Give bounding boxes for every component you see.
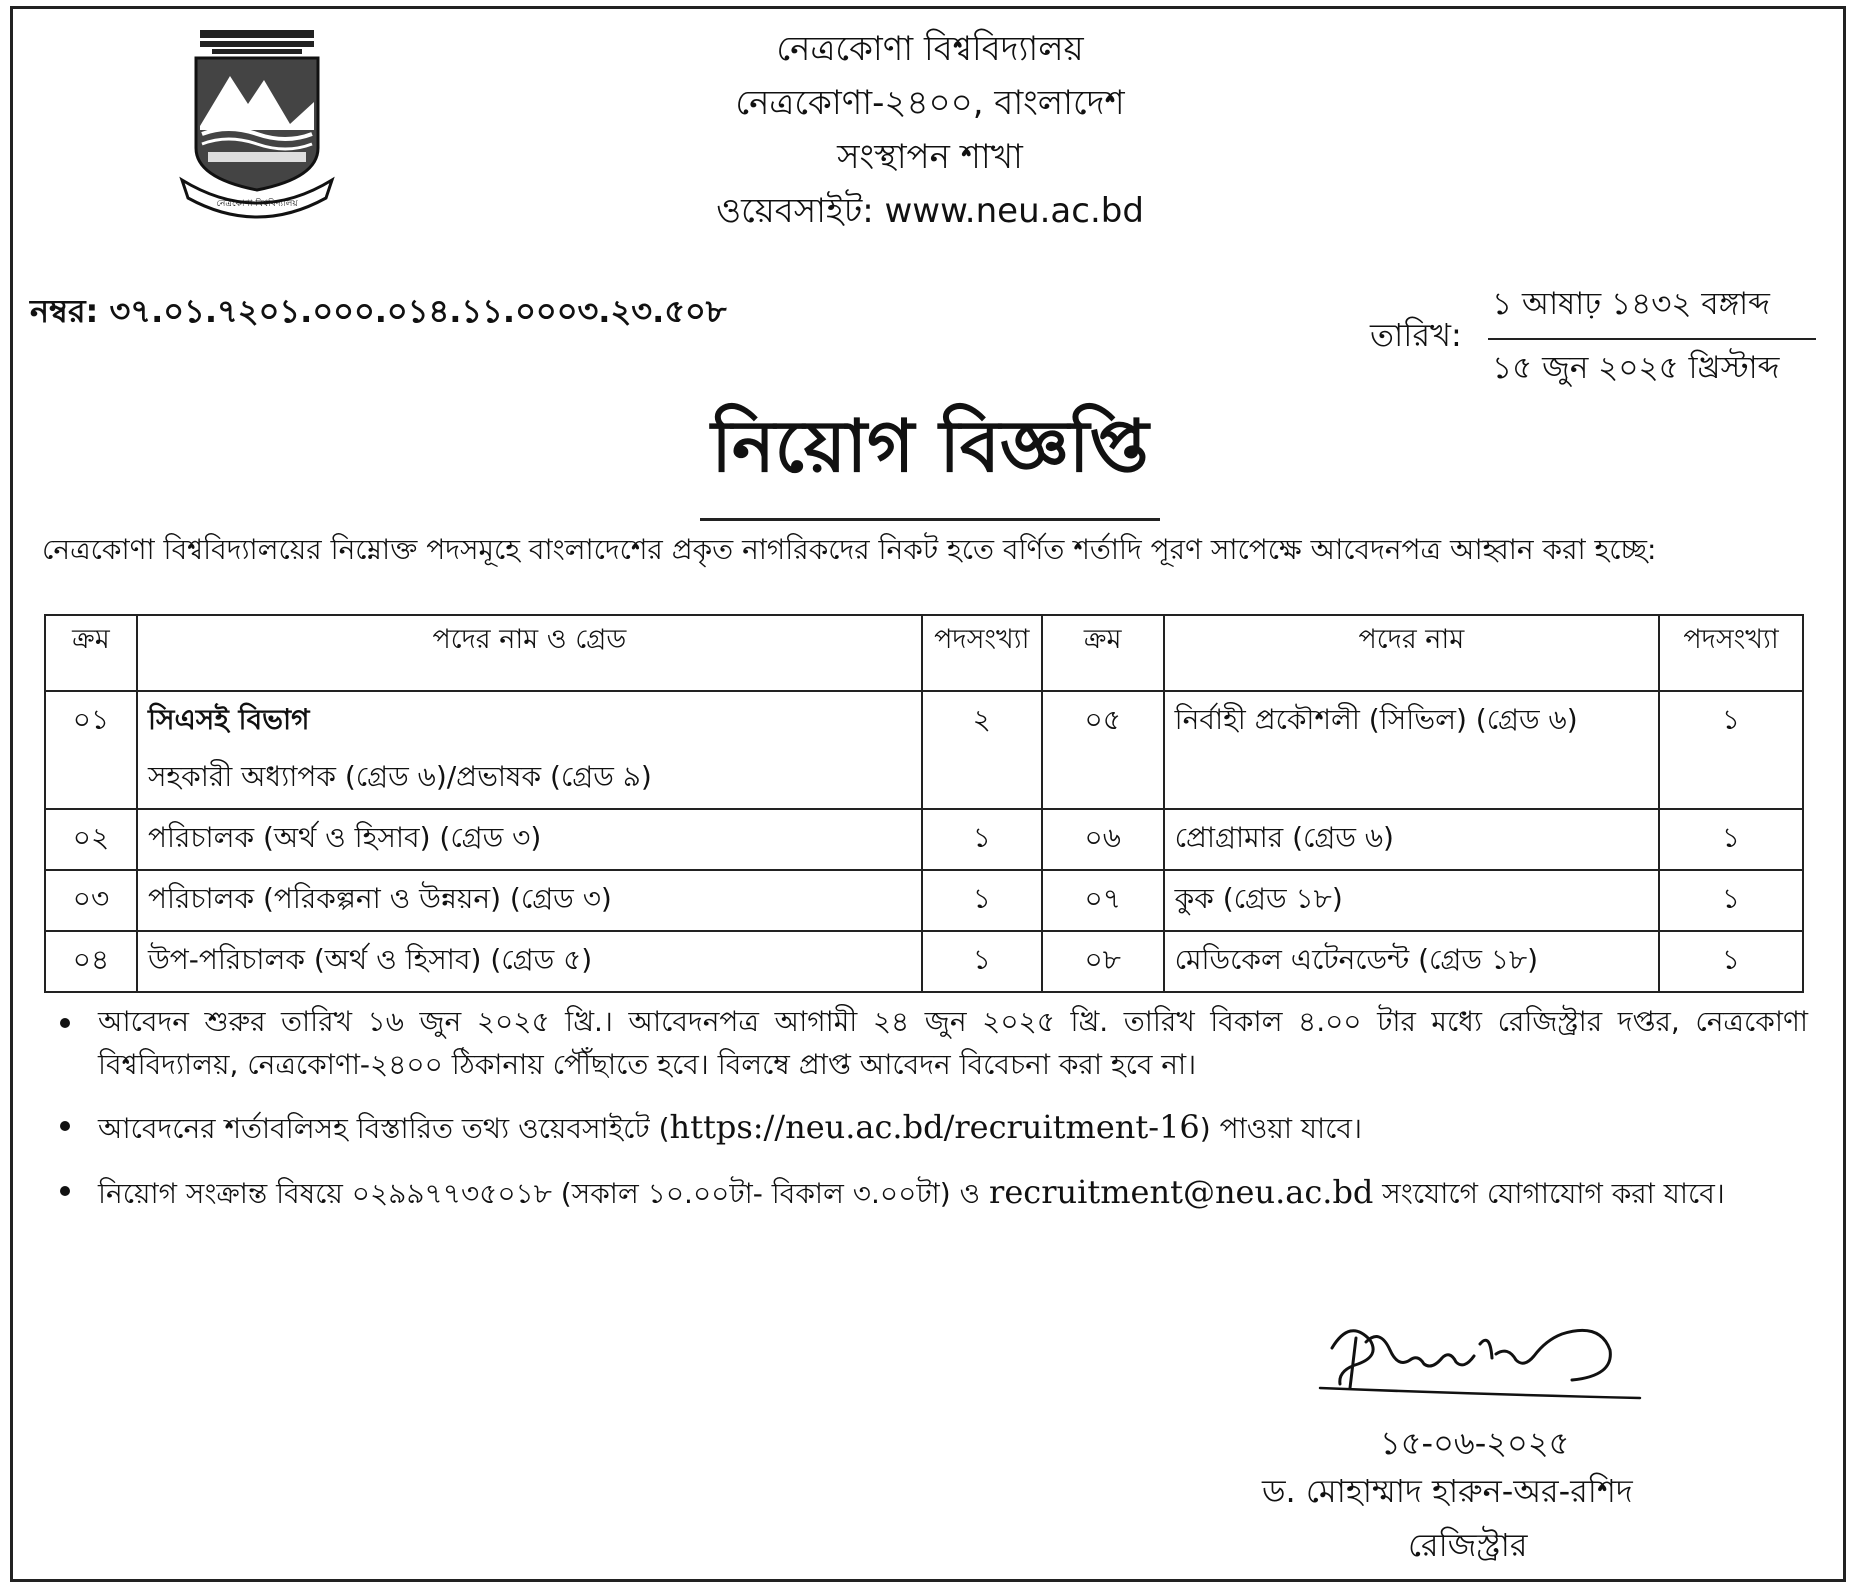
post-cell: কুক (গ্রেড ১৮) <box>1164 870 1659 931</box>
table-row <box>45 809 1803 870</box>
section-name: সংস্থাপন শাখা <box>837 137 1023 177</box>
university-logo <box>178 30 336 230</box>
post-cell: মেডিকেল এটেনডেন্ট (গ্রেড ১৮) <box>1164 931 1659 992</box>
serial-cell: ০৮ <box>1042 931 1164 992</box>
count-cell: ১ <box>922 870 1042 931</box>
count-cell: ১ <box>922 809 1042 870</box>
list-item <box>98 1103 1808 1153</box>
application-deadline-text: আবেদন শুরুর তারিখ ১৬ জুন ২০২৫ খ্রি.। আবেদনপত্র আগামী ২৪ জুন ২০২৫ খ্রি. তারিখ বিকাল ৪.০০ টার মধ্যে রেজিস্ট্রার দপ্তর, নেত্রকোণা বিশ্ববিদ্যালয়, নেত্রকোণা-২৪০০ ঠিকানায় পৌঁছাতে হবে। বিলম্বে প্রাপ্ত আবেদন বিবেচনা করা হবে না। <box>98 1005 1808 1082</box>
date-label: তারিখ: <box>1370 316 1462 354</box>
header-serial-right: ক্রম <box>1042 615 1164 691</box>
logo-ribbon-text: নেত্রকোণা বিশ্ববিদ্যালয় <box>216 199 298 209</box>
signatory-designation: রেজিস্ট্রার <box>1408 1526 1528 1564</box>
recruitment-url: https://neu.ac.bd/recruitment-16 <box>669 1107 1200 1146</box>
list-item <box>98 1168 1808 1218</box>
count-cell: ১ <box>1659 870 1803 931</box>
signatory-name: ড. মোহাম্মাদ হারুন-অর-রশিদ <box>1262 1472 1633 1510</box>
instructions-list <box>98 1000 1808 1234</box>
university-name: নেত্রকোণা বিশ্ববিদ্যালয় <box>776 29 1084 69</box>
serial-cell: ০৪ <box>45 931 137 992</box>
list-item <box>98 1000 1808 1087</box>
post-cell: পরিচালক (অর্থ ও হিসাব) (গ্রেড ৩) <box>137 809 922 870</box>
date-block <box>1488 276 1816 402</box>
logo-top-bar-2 <box>200 41 314 47</box>
serial-cell: ০৫ <box>1042 691 1164 809</box>
serial-cell: ০৩ <box>45 870 137 931</box>
header-count-left: পদসংখ্যা <box>922 615 1042 691</box>
notice-title: নিয়োগ বিজ্ঞপ্তি <box>700 392 1160 521</box>
table-header-row <box>45 615 1803 691</box>
post-cell <box>137 691 922 809</box>
count-cell: ১ <box>922 931 1042 992</box>
post-cell: পরিচালক (পরিকল্পনা ও উন্নয়ন) (গ্রেড ৩) <box>137 870 922 931</box>
details-text-prefix: আবেদনের শর্তাবলিসহ বিস্তারিত তথ্য ওয়েবসাইটে ( <box>98 1111 670 1145</box>
details-text-suffix: ) পাওয়া যাবে। <box>1199 1111 1362 1145</box>
post-cell: নির্বাহী প্রকৌশলী (সিভিল) (গ্রেড ৬) <box>1164 691 1659 809</box>
signature-stroke <box>1332 1330 1610 1388</box>
count-cell: ২ <box>922 691 1042 809</box>
count-cell: ১ <box>1659 931 1803 992</box>
serial-cell: ০২ <box>45 809 137 870</box>
header-post-left: পদের নাম ও গ্রেড <box>137 615 922 691</box>
post-cell: প্রোগ্রামার (গ্রেড ৬) <box>1164 809 1659 870</box>
serial-cell: ০৬ <box>1042 809 1164 870</box>
table-row <box>45 691 1803 809</box>
logo-top-bar-3 <box>212 49 302 54</box>
count-cell: ১ <box>1659 691 1803 809</box>
serial-cell: ০১ <box>45 691 137 809</box>
date-english: ১৫ জুন ২০২৫ খ্রিস্টাব্দ <box>1492 350 1780 386</box>
contact-text-prefix: নিয়োগ সংক্রান্ত বিষয়ে ০২৯৯৭৭৩৫০১৮ (সকাল ১০.০০টা- বিকাল ৩.০০টা) ও <box>98 1177 990 1211</box>
intro-paragraph: নেত্রকোণা বিশ্ববিদ্যালয়ের নিম্নোক্ত পদসমূহে বাংলাদেশের প্রকৃত নাগরিকদের নিকট হতে বর্ণিত শর্তাদি পূরণ সাপেক্ষে আবেদনপত্র আহ্বান করা হচ্ছে: <box>42 533 1657 566</box>
contact-text-suffix: সংযোগে যোগাযোগ করা যাবে। <box>1373 1177 1725 1211</box>
logo-top-bar-1 <box>200 30 314 38</box>
table-row <box>45 931 1803 992</box>
header-serial-left: ক্রম <box>45 615 137 691</box>
serial-cell: ০৭ <box>1042 870 1164 931</box>
count-cell: ১ <box>1659 809 1803 870</box>
university-address: নেত্রকোণা-২৪০০, বাংলাদেশ <box>735 83 1125 123</box>
signature-date: ১৫-০৬-২০২৫ <box>1380 1424 1570 1462</box>
post-name: সহকারী অধ্যাপক (গ্রেড ৬)/প্রভাষক (গ্রেড ৯) <box>147 760 652 793</box>
header-count-right: পদসংখ্যা <box>1659 615 1803 691</box>
contact-email: recruitment@neu.ac.bd <box>989 1173 1374 1212</box>
department-name: সিএসই বিভাগ <box>147 703 310 736</box>
header-post-right: পদের নাম <box>1164 615 1659 691</box>
post-cell: উপ-পরিচালক (অর্থ ও হিসাব) (গ্রেড ৫) <box>137 931 922 992</box>
posts-table <box>44 614 1804 993</box>
date-bangla: ১ আষাঢ় ১৪৩২ বঙ্গাব্দ <box>1488 276 1816 340</box>
table-row <box>45 870 1803 931</box>
memo-number: নম্বর: ৩৭.০১.৭২০১.০০০.০১৪.১১.০০০৩.২৩.৫০৮ <box>30 292 727 330</box>
registrar-signature <box>1310 1298 1650 1408</box>
website-line: ওয়েবসাইট: www.neu.ac.bd <box>716 191 1144 231</box>
logo-book-band <box>208 152 306 162</box>
signature-underline <box>1320 1388 1640 1398</box>
